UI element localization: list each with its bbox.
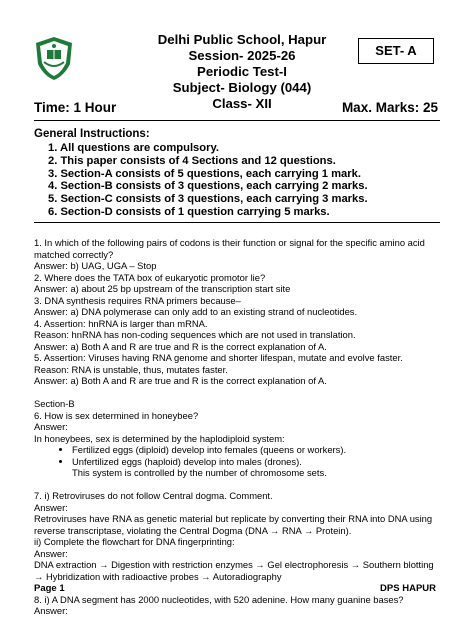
answer-8-label: Answer:: [34, 605, 68, 616]
answer-2: Answer: a) about 25 bp upstream of the transcription start site: [34, 283, 291, 294]
school-logo-icon: [30, 34, 78, 82]
answer-6-text: In honeybees, sex is determined by the haplodiploid system:: [34, 432, 285, 444]
answer-1: Answer: b) UAG, UGA – Stop: [34, 260, 157, 271]
question-1: 1. In which of the following pairs of codons is their function or signal for the specific amino acid: [34, 237, 425, 248]
subject: Subject- Biology (044): [172, 80, 312, 95]
instruction-item: 1. All questions are compulsory.: [48, 142, 219, 154]
instruction-item: 2. This paper consists of 4 Sections and 12 questions.: [48, 154, 336, 167]
instructions-list: [48, 142, 368, 219]
section-b-heading: Section-B: [34, 398, 75, 409]
header-divider-top: [34, 120, 440, 121]
question-3: 3. DNA synthesis requires RNA primers because–: [34, 294, 241, 306]
list-item: • Unfertilized eggs (haploid) develop into males (drones).: [72, 456, 444, 468]
answer-7-ii-text-cont: → Hybridization with radioactive probes → Autoradiography: [34, 570, 282, 582]
question-5-reason: Reason: RNA is unstable, thus, mutates faster.: [34, 363, 228, 375]
question-7-ii: ii) Complete the flowchart for DNA fingerprinting:: [34, 536, 235, 547]
instruction-item: 3. Section-A consists of 5 questions, each carrying 1 mark.: [48, 167, 361, 180]
answer-7-text-cont: reverse transcriptase, violating the Central Dogma (DNA → RNA → Protein).: [34, 524, 352, 536]
answer-6-bullets: [34, 444, 444, 467]
question-7-i: 7. i) Retroviruses do not follow Central dogma. Comment.: [34, 490, 273, 501]
question-4-reason: Reason: hnRNA has non-coding sequences which are not used in translation.: [34, 329, 356, 340]
test-name: Periodic Test-I: [197, 64, 287, 79]
max-marks: Max. Marks: 25: [341, 100, 438, 115]
answer-7-label: Answer:: [34, 501, 68, 513]
answer-7-text: Retroviruses have RNA as genetic material but replicate by converting their RNA into DNA using: [34, 513, 433, 524]
class-name: Class- XII: [212, 96, 272, 111]
question-6: 6. How is sex determined in honeybee?: [34, 409, 199, 421]
instruction-item: 4. Section-B consists of 3 questions, each carrying 2 marks.: [48, 180, 368, 193]
session: Session- 2025-26: [188, 48, 296, 63]
instructions-title: General Instructions:: [34, 128, 150, 140]
question-content: [34, 237, 444, 617]
question-8: 8. i) A DNA segment has 2000 nucleotides, with 520 adenine. How many guanine bases?: [34, 593, 404, 605]
answer-5: Answer: a) Both A and R are true and R is the correct explanation of A.: [34, 375, 327, 386]
answer-6-label: Answer:: [34, 421, 68, 432]
header-block: [120, 32, 364, 112]
list-item: • Fertilized eggs (diploid) develop into females (queens or workers).: [72, 444, 444, 456]
instruction-item: 5. Section-C consists of 3 questions, each carrying 3 marks.: [48, 193, 368, 206]
time-duration: Time: 1 Hour: [34, 100, 117, 115]
set-badge: SET- A: [358, 38, 434, 64]
question-5: 5. Assertion: Viruses having RNA genome and shorter lifespan, mutate and evolve faster.: [34, 352, 403, 363]
answer-6-end: This system is controlled by the number of chromosome sets.: [72, 467, 327, 478]
page-number: Page 1: [34, 583, 65, 594]
question-4: 4. Assertion: hnRNA is larger than mRNA.: [34, 317, 208, 329]
question-2: 2. Where does the TATA box of eukaryotic promotor lie?: [34, 271, 266, 283]
answer-7-ii-text: DNA extraction → Digestion with restriction enzymes → Gel electrophoresis → Southern blotting: [34, 559, 434, 570]
footer-brand: DPS HAPUR: [380, 583, 436, 594]
school-name: Delhi Public School, Hapur: [157, 32, 327, 47]
instruction-item: 6. Section-D consists of 1 question carrying 5 marks.: [48, 205, 330, 218]
answer-7-ii-label: Answer:: [34, 547, 68, 559]
answer-3: Answer: a) DNA polymerase can only add to an existing strand of nucleotides.: [34, 306, 358, 317]
question-1-cont: matched correctly?: [34, 248, 114, 260]
header-divider-bottom: [34, 222, 440, 223]
answer-4: Answer: a) Both A and R are true and R is the correct explanation of A.: [34, 340, 327, 352]
